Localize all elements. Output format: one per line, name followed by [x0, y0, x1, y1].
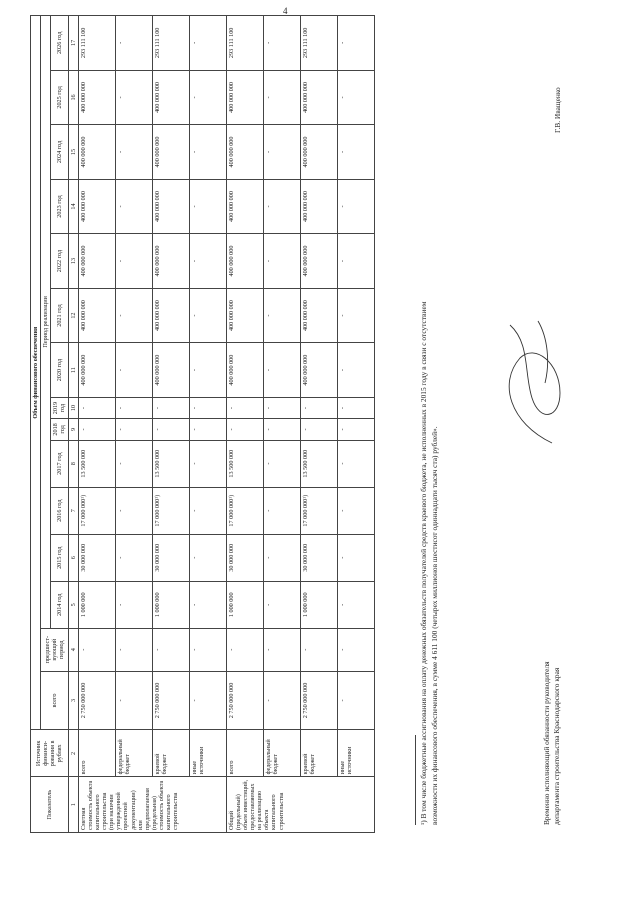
value-cell: 400 000 000 [300, 234, 337, 289]
source-cell: федеральный бюджет [263, 730, 300, 777]
value-cell: 1 000 000 [152, 581, 189, 628]
column-number: 5 [68, 581, 78, 628]
value-cell: - [115, 671, 152, 730]
value-cell: - [263, 419, 300, 440]
year-header: 2015 год [51, 534, 68, 581]
column-number: 3 [68, 671, 78, 730]
page-number: 4 [283, 6, 288, 16]
implementation-period-header: Период реализации [41, 16, 51, 629]
source-cell: иные источники [337, 730, 374, 777]
value-cell: - [189, 671, 226, 730]
value-cell: - [115, 288, 152, 343]
value-cell: 30 000 000 [300, 534, 337, 581]
value-cell: 293 111 100 [300, 16, 337, 71]
value-cell: 400 000 000 [226, 288, 263, 343]
column-number: 7 [68, 487, 78, 534]
value-cell: 400 000 000 [78, 179, 115, 234]
year-header: 2021 год [51, 288, 68, 343]
value-cell: - [263, 397, 300, 418]
volume-header: Объем финансового обеспечения [31, 16, 41, 730]
value-cell: 30 000 000 [152, 534, 189, 581]
column-number: 11 [68, 343, 78, 398]
table-row [78, 16, 115, 833]
value-cell: - [300, 419, 337, 440]
value-cell: 400 000 000 [226, 234, 263, 289]
signer-position-line-2: департамента строительства Краснодарского края [551, 667, 561, 825]
year-header: 2025 год [51, 70, 68, 125]
value-cell: 400 000 000 [300, 343, 337, 398]
indicator-cell: Сметная стоимость объекта капитального строительства (при наличии утвержденной проектной документации) или предполагаемая (предельная) стоимость объекта капитального строительства [78, 777, 226, 833]
value-cell: 400 000 000 [152, 343, 189, 398]
year-header: 2018 год [51, 419, 68, 440]
year-header: 2020 год [51, 343, 68, 398]
table-row [263, 16, 300, 833]
value-cell: 2 750 000 000 [300, 671, 337, 730]
value-cell: - [115, 487, 152, 534]
column-number: 14 [68, 179, 78, 234]
value-cell: - [115, 179, 152, 234]
value-cell: - [189, 125, 226, 180]
column-number: 16 [68, 70, 78, 125]
value-cell: - [115, 125, 152, 180]
handwritten-signature [490, 313, 580, 453]
year-header: 2017 год [51, 440, 68, 487]
financing-table [30, 15, 375, 833]
value-cell: - [337, 628, 374, 671]
source-cell: краевой бюджет [152, 730, 189, 777]
value-cell: - [337, 419, 374, 440]
year-header: 2024 год [51, 125, 68, 180]
value-cell: - [189, 288, 226, 343]
value-cell: - [337, 487, 374, 534]
value-cell: - [263, 581, 300, 628]
value-cell: 13 500 000 [152, 440, 189, 487]
value-cell: 400 000 000 [300, 179, 337, 234]
value-cell: - [78, 397, 115, 418]
signer-name: Г.В. Иващенко [553, 87, 562, 133]
indicator-header: Показатель [31, 777, 69, 833]
value-cell: - [189, 534, 226, 581]
value-cell: - [263, 343, 300, 398]
signature-block [542, 661, 562, 825]
value-cell: - [78, 628, 115, 671]
value-cell: - [115, 343, 152, 398]
value-cell: 2 750 000 000 [226, 671, 263, 730]
value-cell: - [189, 487, 226, 534]
value-cell: 2 750 000 000 [152, 671, 189, 730]
value-cell: 400 000 000 [152, 234, 189, 289]
value-cell: 400 000 000 [78, 288, 115, 343]
rotated-page-content [20, 13, 620, 893]
value-cell: 1 000 000 [226, 581, 263, 628]
value-cell: - [263, 534, 300, 581]
value-cell: - [78, 419, 115, 440]
value-cell: 13 500 000 [226, 440, 263, 487]
value-cell: 400 000 000 [78, 70, 115, 125]
value-cell: 400 000 000 [300, 288, 337, 343]
value-cell: - [189, 628, 226, 671]
value-cell: - [115, 581, 152, 628]
value-cell: - [152, 628, 189, 671]
value-cell: 400 000 000 [78, 125, 115, 180]
indicator-cell: Общий (предельный) объем инвестиций, предоставляемых на реализацию объекта капитального строительства [226, 777, 374, 833]
value-cell: - [300, 397, 337, 418]
value-cell: 400 000 000 [152, 288, 189, 343]
value-cell: 400 000 000 [300, 70, 337, 125]
value-cell: - [263, 288, 300, 343]
table-row [226, 16, 263, 833]
value-cell: 400 000 000 [152, 125, 189, 180]
value-cell: - [263, 440, 300, 487]
value-cell: - [115, 234, 152, 289]
value-cell: 293 111 100 [152, 16, 189, 71]
value-cell: 400 000 000 [226, 179, 263, 234]
value-cell: - [189, 179, 226, 234]
value-cell: 293 111 100 [78, 16, 115, 71]
table-row [189, 16, 226, 833]
footnote [415, 25, 441, 825]
value-cell: 13 500 000 [300, 440, 337, 487]
value-cell: 30 000 000 [78, 534, 115, 581]
value-cell: - [189, 397, 226, 418]
value-cell: - [152, 419, 189, 440]
column-number: 1 [68, 777, 78, 833]
value-cell: - [300, 628, 337, 671]
value-cell: - [263, 125, 300, 180]
value-cell: - [189, 343, 226, 398]
value-cell: - [189, 70, 226, 125]
value-cell: - [226, 419, 263, 440]
total-header: всего [41, 671, 68, 730]
value-cell: - [337, 70, 374, 125]
year-header: 2026 год [51, 16, 68, 71]
value-cell: - [115, 534, 152, 581]
value-cell: - [337, 179, 374, 234]
value-cell: - [189, 234, 226, 289]
value-cell: - [337, 534, 374, 581]
column-number-row [68, 16, 78, 833]
value-cell: - [337, 288, 374, 343]
signer-position-line-1: Временно исполняющий обязанности руководителя [542, 661, 551, 825]
table-row [152, 16, 189, 833]
value-cell: 17 000 000¹) [300, 487, 337, 534]
source-cell: краевой бюджет [300, 730, 337, 777]
value-cell: - [263, 628, 300, 671]
value-cell: - [337, 343, 374, 398]
year-header: 2022 год [51, 234, 68, 289]
value-cell: - [337, 581, 374, 628]
value-cell: - [263, 487, 300, 534]
column-number: 17 [68, 16, 78, 71]
value-cell: 400 000 000 [226, 70, 263, 125]
value-cell: - [337, 440, 374, 487]
source-header: Источник финанси-рования в рублях [31, 730, 69, 777]
value-cell: 400 000 000 [78, 234, 115, 289]
value-cell: - [263, 234, 300, 289]
value-cell: - [226, 628, 263, 671]
value-cell: 17 000 000¹) [226, 487, 263, 534]
value-cell: - [337, 125, 374, 180]
column-number: 9 [68, 419, 78, 440]
value-cell: - [115, 419, 152, 440]
year-header: 2016 год [51, 487, 68, 534]
value-cell: - [115, 440, 152, 487]
footnote-line-2: возможности их финансового обеспечения, в сумме 4 611 100 (четырех миллионов шестисот одиннадцати тысяч ста) рублей». [430, 426, 440, 825]
value-cell: 293 111 100 [226, 16, 263, 71]
value-cell: 1 000 000 [300, 581, 337, 628]
value-cell: - [189, 581, 226, 628]
value-cell: - [263, 179, 300, 234]
source-cell: иные источники [189, 730, 226, 777]
value-cell: 30 000 000 [226, 534, 263, 581]
value-cell: - [115, 628, 152, 671]
column-number: 4 [68, 628, 78, 671]
table-row [115, 16, 152, 833]
value-cell: - [337, 671, 374, 730]
value-cell: - [337, 397, 374, 418]
footnote-rule [415, 735, 416, 825]
table-row [337, 16, 374, 833]
column-number: 6 [68, 534, 78, 581]
table-body [78, 16, 374, 833]
previous-period-header: предшест-вующий период [41, 628, 68, 671]
column-number: 10 [68, 397, 78, 418]
value-cell: - [226, 397, 263, 418]
value-cell: - [263, 70, 300, 125]
source-cell: всего [226, 730, 263, 777]
footnote-line-1: ¹) В том числе бюджетные ассигнования на оплату денежных обязательств получателей средств краевого бюджета, не исполненных в 2015 году в связи с отсутствием [419, 301, 428, 825]
value-cell: 400 000 000 [226, 343, 263, 398]
year-header: 2014 год [51, 581, 68, 628]
value-cell: 13 500 000 [78, 440, 115, 487]
value-cell: - [189, 440, 226, 487]
value-cell: - [115, 70, 152, 125]
year-header: 2023 год [51, 179, 68, 234]
value-cell: - [337, 234, 374, 289]
value-cell: 1 000 000 [78, 581, 115, 628]
value-cell: - [152, 397, 189, 418]
value-cell: 400 000 000 [78, 343, 115, 398]
value-cell: - [115, 16, 152, 71]
value-cell: - [189, 16, 226, 71]
value-cell: 400 000 000 [152, 179, 189, 234]
source-cell: всего [78, 730, 115, 777]
value-cell: 400 000 000 [152, 70, 189, 125]
column-number: 13 [68, 234, 78, 289]
table-row [300, 16, 337, 833]
value-cell: 17 000 000¹) [152, 487, 189, 534]
year-header: 2019 год [51, 397, 68, 418]
value-cell: - [263, 671, 300, 730]
value-cell: - [263, 16, 300, 71]
column-number: 12 [68, 288, 78, 343]
value-cell: - [115, 397, 152, 418]
value-cell: 400 000 000 [300, 125, 337, 180]
column-number: 15 [68, 125, 78, 180]
value-cell: 17 000 000¹) [78, 487, 115, 534]
source-cell: федеральный бюджет [115, 730, 152, 777]
value-cell: - [337, 16, 374, 71]
value-cell: - [189, 419, 226, 440]
value-cell: 2 750 000 000 [78, 671, 115, 730]
column-number: 8 [68, 440, 78, 487]
column-number: 2 [68, 730, 78, 777]
value-cell: 400 000 000 [226, 125, 263, 180]
